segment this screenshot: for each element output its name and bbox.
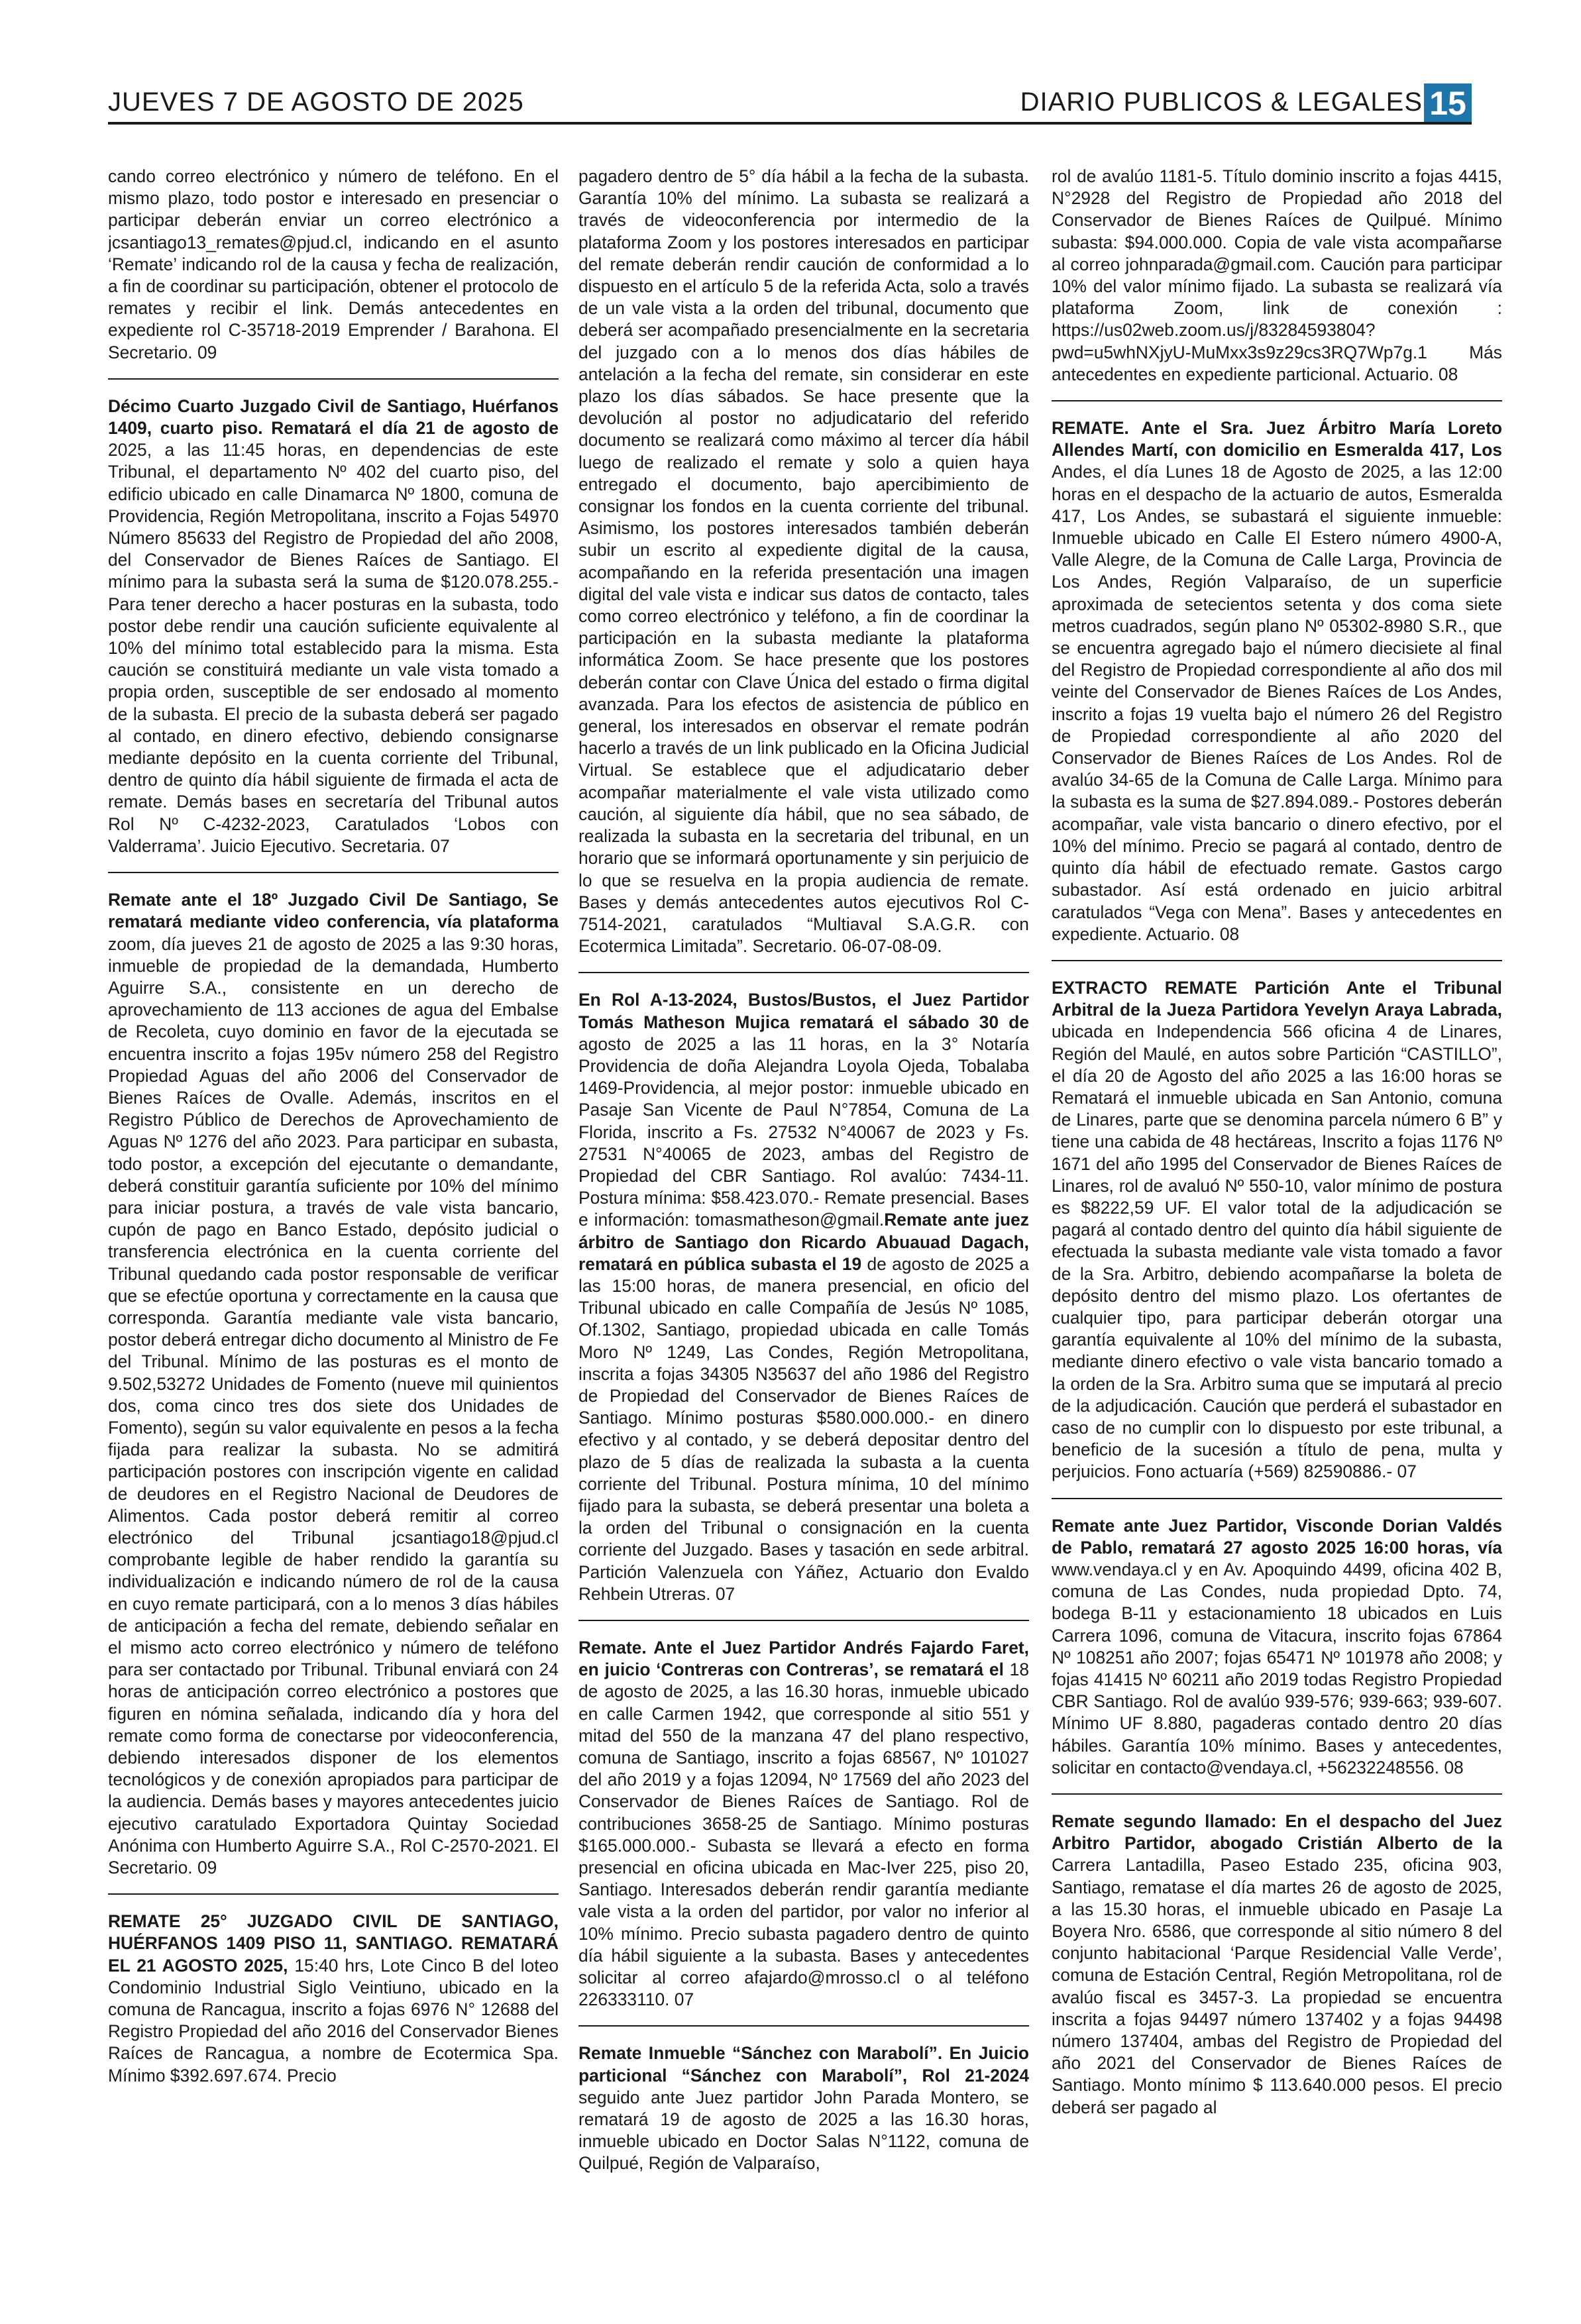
issue-date: JUEVES 7 DE AGOSTO DE 2025: [108, 87, 524, 117]
notice-body: 2025, a las 11:45 horas, en dependencias de este Tribunal, el departamento Nº 402 del cuarto piso, del edificio ubicado en calle Dinamarca Nº 1800, comuna de Providencia, Región Metropolitana, inscrito a Fojas 54970 Número 85633 del Registro de Propiedad del año 2008, del Conservador de Bienes Raíces de Santiago. El mínimo para la subasta será la suma de $120.078.255.- Para tener derecho a hacer posturas en la subasta, todo postor debe rendir una caución suficiente equivalente al 10% del mínimo total establecido para la misma. Esta caución se constituirá mediante un vale vista tomado a propia orden, susceptible de ser endosado al momento de la subasta. El precio de la subasta deberá ser pagado al contado, en dinero efectivo, debiendo consignarse mediante depósito en la cuenta corriente del Tribunal, dentro de quinto día hábil siguiente de firmada el acta de remate. Demás bases en secretaría del Tribunal autos Rol Nº C-4232-2023, Caratulados ‘Lobos con Valderrama’. Juicio Ejecutivo. Secretaria. 07: [108, 440, 559, 856]
notice-body: de agosto de 2025 a las 15:00 horas, de manera presencial, en oficio del Tribunal ubicado en calle Compañía de Jesús Nº 1085, Of.1302, Santiago, propiedad ubicada en calle Tomás Moro Nº 1249, Las Condes, Región Metropolitana, inscrita a fojas 34305 N35637 del año 1986 del Registro de Propiedad del Conservador de Bienes Raíces de Santiago. Mínimo posturas $580.000.000.- en dinero efectivo y al contado, y se deberá depositar dentro del plazo de 5 días de realizada la subasta a la cuenta corriente del Tribunal. Postura mínima, 10 del mínimo fijado para la subasta, se deberá presentar una boleta a la orden del Tribunal o consignación en la cuenta corriente del Juzgado. Bases y tasación en sede arbitral. Partición Valenzuela con Yáñez, Actuario don Evaldo Rehbein Utreras. 07: [578, 1253, 1029, 1604]
notice-body: ubicada en Independencia 566 oficina 4 de Linares, Región del Maulé, en autos sobre Partición “CASTILLO”, el día 20 de Agosto del año 2025 a las 16:00 horas se Rematará el inmueble ubicada en San Antonio, comuna de Linares, parte que se denomina parcela número 6 B” y tiene una cabida de 48 hectáreas, Inscrito a fojas 1176 Nº 1671 del año 1995 del Conservador de Bienes Raíces de Linares, rol de avaluó Nº 550-10, valor mínimo de postura es $8222,59 UF. El valor total de la adjudicación se pagará al contado dentro del quinto día hábil siguiente de efectuada la subasta mediante vale vista tomado a favor de la Sra. Arbitro, debiendo acompañarse la boleta de depósito dentro del mismo plazo. Los ofertantes de cualquier tipo, para participar deberán otorgar una garantía equivalente al 10% del mínimo de la subasta, mediante dinero efectivo o vale vista bancario tomado a la orden de la Sra. Arbitro suma que se imputará al precio de la adjudicación. Caución que perderá el subastador en caso de no cumplir con lo dispuesto por este tribunal, a beneficio de la sucesión a título de pena, multa y perjuicios. Fono actuaría (+569) 82590886.- 07: [1052, 1022, 1502, 1482]
notice-segundo-llamado: [1052, 1811, 1502, 2119]
notice-heading: REMATE 25° JUZGADO CIVIL DE SANTIAGO, HUÉRFANOS 1409 PISO 11, SANTIAGO. REMATARÁ EL 21 AGOSTO 2025,: [108, 1911, 559, 1976]
notice-heading: Remate ante el 18º Juzgado Civil De Santiago, Se rematará mediante video conferencia, vía plataforma: [108, 890, 559, 932]
notice-separator: [578, 1620, 1029, 1621]
notice-body: Carrera Lantadilla, Paseo Estado 235, oficina 903, Santiago, rematase el día martes 26 de agosto de 2025, a las 15.30 horas, el inmueble ubicado en Pasaje La Boyera Nro. 6586, que corresponde al sitio número 8 del conjunto habitacional ‘Parque Residencial Valle Verde’, comuna de Estación Central, Región Metropolitana, rol de avalúo fiscal es 3457-3. La propiedad se encuentra inscrita a fojas 94497 número 137402 y a fojas 94498 número 137404, ambas del Registro de Propiedad del año 2021 del Conservador de Bienes Raíces de Santiago. Monto mínimo $ 113.640.000 pesos. El precio deberá ser pagado al: [1052, 1855, 1502, 2117]
notice-heading: Remate ante juez árbitro de Santiago don Ricardo Abuauad Dagach, rematará en pública subasta el 19: [578, 1210, 1029, 1274]
notice-14-juzgado: [108, 396, 559, 857]
notice-heading: Remate Inmueble “Sánchez con Marabolí”. En Juicio particional “Sánchez con Marabolí”, Rol 21-2024: [578, 2043, 1029, 2086]
notice-heading: En Rol A-13-2024, Bustos/Bustos, el Juez Partidor Tomás Matheson Mujica rematará el sábado 30 de: [578, 990, 1029, 1032]
notice-separator: [578, 972, 1029, 973]
notice-continuation: pagadero dentro de 5° día hábil a la fecha de la subasta. Garantía 10% del mínimo. La subasta se realizará a través de videoconferencia por intermedio de la plataforma Zoom y los postores interesados en participar del remate deberán rendir caución de conformidad a lo dispuesto en el artículo 5 de la referida Acta, solo a través de un vale vista a la orden del tribunal, documento que deberá ser acompañado presencialmente en la secretaria del juzgado con a lo menos dos días hábiles de antelación a la fecha del remate, sin considerar en este plazo los días sábados. Se hace presente que la devolución al postor no adjudicatario del referido documento se realizará como máximo al tercer día hábil luego de realizado el remate y solo a quien haya entregado el documento, bajo apercibimiento de consignar los fondos en la cuenta corriente del tribunal. Asimismo, los postores interesados también deberán subir un escrito al expediente digital de la causa, acompañando en la referida presentación una imagen digital del vale vista e indicar sus datos de contacto, tales como correo electrónico y teléfono, a fin de coordinar la participación en la subasta mediante la plataforma informática Zoom. Se hace presente que los postores deberán contar con Clave Única del estado o firma digital avanzada. Para los efectos de asistencia de público en general, los interesados en observar el remate podrán hacerlo a través de un link publicado en la Oficina Judicial Virtual. Se establece que el adjudicatario deber acompañar materialmente el vale vista utilizado como caución, al siguiente día hábil, que no sea sábado, de realizada la subasta en la secretaria del tribunal, en un horario que se informará oportunamente y sin perjuicio de lo que se resuelva en la propia audiencia de remate. Bases y demás antecedentes autos ejecutivos Rol C-7514-2021, caratulados “Multiaval S.A.G.R. con Ecotermica Limitada”. Secretario. 06-07-08-09.: [578, 166, 1029, 957]
newspaper-name: DIARIO PUBLICOS & LEGALES: [1020, 87, 1423, 117]
notice-separator: [1052, 1793, 1502, 1795]
notice-heading: EXTRACTO REMATE Partición Ante el Tribunal Arbitral de la Jueza Partidora Yevelyn Araya Labrada,: [1052, 977, 1502, 1020]
notice-contreras: [578, 1637, 1029, 2011]
column-3: [1052, 166, 1502, 2299]
notice-valdes: [1052, 1515, 1502, 1779]
notice-allendes: [1052, 417, 1502, 945]
notice-body: 18 de agosto de 2025, a las 16.30 horas, inmueble ubicado en calle Carmen 1942, que corresponde al sitio 551 y mitad del 550 de la manzana 47 del plano respectivo, comuna de Santiago, inscrito a fojas 68567, Nº 101027 del año 2019 y a fojas 12094, Nº 17569 del año 2023 del Conservador de Bienes Raíces de Santiago. Rol de contribuciones 3658-25 de Santiago. Mínimo posturas $165.000.000.- Subasta se llevará a efecto en forma presencial en oficina ubicada en Mac-Iver 225, piso 20, Santiago. Interesados deberán rendir garantía mediante vale vista a la orden del partidor, por valor no inferior al 10% mínimo. Precio subasta pagadero dentro de quinto día hábil siguiente a la subasta. Bases y antecedentes solicitar al correo afajardo@mrosso.cl o al teléfono 226333110. 07: [578, 1660, 1029, 2010]
notice-25-juzgado: [108, 1911, 559, 2087]
notice-heading: REMATE. Ante el Sra. Juez Árbitro María Loreto Allendes Martí, con domicilio en Esmeralda 417, Los: [1052, 418, 1502, 460]
notice-separator: [1052, 1498, 1502, 1499]
column-1: [108, 166, 559, 2299]
notice-body: seguido ante Juez partidor John Parada Montero, se rematará 19 de agosto de 2025 a las 16.30 horas, inmueble ubicado en Doctor Salas N°1122, comuna de Quilpué, Región de Valparaíso,: [578, 2087, 1029, 2174]
notice-heading: Remate segundo llamado: En el despacho del Juez Arbitro Partidor, abogado Cristián Alberto de la: [1052, 1811, 1502, 1854]
notice-separator: [108, 378, 559, 380]
notice-18-juzgado: [108, 889, 559, 1879]
page-header: [108, 83, 1502, 136]
notice-heading: Remate ante Juez Partidor, Visconde Dorian Valdés de Pablo, rematará 27 agosto 2025 16:00 horas, vía: [1052, 1515, 1502, 1558]
notice-continuation: rol de avalúo 1181-5. Título dominio inscrito a fojas 4415, N°2928 del Registro de Propiedad año 2018 del Conservador de Bienes Raíces de Quilpué. Mínimo subasta: $94.000.000. Copia de vale vista acompañarse al correo johnparada@gmail.com. Caución para participar 10% del valor mínimo fijado. La subasta se realizará vía plataforma Zoom, link de conexión : https://us02web.zoom.us/j/83284593804?pwd=u5whNXjyU-MuMxx3s9z29cs3RQ7Wp7g.1 Más antecedentes en expediente particional. Actuario. 08: [1052, 166, 1502, 384]
notice-sanchez: [578, 2042, 1029, 2174]
notice-castillo: [1052, 977, 1502, 1483]
notice-separator: [1052, 960, 1502, 961]
notice-separator: [108, 1893, 559, 1895]
notice-heading: Décimo Cuarto Juzgado Civil de Santiago, Huérfanos 1409, cuarto piso. Rematará el día 21 de agosto de: [108, 396, 559, 439]
notice-body: Andes, el día Lunes 18 de Agosto de 2025, a las 12:00 horas en el despacho de la actuario de autos, Esmeralda 417, Los Andes, se subastará el siguiente inmueble: Inmueble ubicado en Calle El Estero número 4900-A, Valle Alegre, de la Comuna de Calle Larga, Provincia de Los Andes, Región Valparaíso, de un superficie aproximada de setecientos setenta y dos coma siete metros cuadrados, según plano Nº 05302-8980 S.R., que se encuentra agregado bajo el número diecisiete al final del Registro de Propiedad correspondiente al año dos mil veinte del Conservador de Bienes Raíces de Los Andes, inscrito a fojas 19 vuelta bajo el número 26 del Registro de Propiedad correspondiente al año 2020 del Conservador de Bienes Raíces de Los Andes. Rol de avalúo 34-65 de la Comuna de Calle Larga. Mínimo para la subasta es la suma de $27.894.089.- Postores deberán acompañar, vale vista bancario o dinero efectivo, por el 10% del mínimo. Precio se pagará al contado, dentro de quinto día hábil de efectuado remate. Gastos cargo subastador. Así está ordenado en juicio arbitral caratulados “Vega con Mena”. Bases y antecedentes en expediente. Actuario. 08: [1052, 462, 1502, 944]
notice-separator: [578, 2025, 1029, 2027]
notice-body: www.vendaya.cl y en Av. Apoquindo 4499, oficina 402 B, comuna de Las Condes, nuda propiedad Dpto. 74, bodega B-11 y estacionamiento 18 ubicados en Luis Carrera 1096, comuna de Vitacura, inscrito fojas 67864 Nº 108251 año 2007; fojas 65471 Nº 101978 año 2008; y fojas 41415 Nº 60211 año 2019 todas Registro Propiedad CBR Santiago. Rol de avalúo 939-576; 939-663; 939-607. Mínimo UF 8.880, pagaderas contado dentro 20 días hábiles. Garantía 10% mínimo. Bases y antecedentes, solicitar en contacto@vendaya.cl, +56232248556. 08: [1052, 1559, 1502, 1777]
notice-continuation: cando correo electrónico y número de teléfono. En el mismo plazo, todo postor e interesado en presenciar o participar deberán enviar un correo electrónico a jcsantiago13_remates@pjud.cl, indicando en el asunto ‘Remate’ indicando rol de la causa y fecha de realización, a fin de coordinar su participación, obtener el protocolo de remates y recibir el link. Demás antecedentes en expediente rol C-35718-2019 Emprender / Barahona. El Secretario. 09: [108, 166, 559, 362]
header-rule: [108, 122, 1472, 125]
notice-separator: [1052, 400, 1502, 401]
column-2: [578, 166, 1029, 2299]
notice-heading: Remate. Ante el Juez Partidor Andrés Fajardo Faret, en juicio ‘Contreras con Contreras’, se rematará el: [578, 1638, 1029, 1680]
notice-body: 15:40 hrs, Lote Cinco B del loteo Condominio Industrial Siglo Veintiuno, ubicado en la comuna de Rancagua, inscrito a fojas 6976 N° 12688 del Registro Propiedad del año 2016 del Conservador Bienes Raíces de Rancagua, a nombre de Ecotermica Spa. Mínimo $392.697.674. Precio: [108, 1955, 559, 2086]
notice-separator: [108, 872, 559, 873]
page-number-badge: 15: [1424, 83, 1472, 123]
notice-bustos: [578, 989, 1029, 1605]
notice-body: agosto de 2025 a las 11 horas, en la 3° Notaría Providencia de doña Alejandra Loyola Ojeda, Tobalaba 1469-Providencia, al mejor postor: inmueble ubicado en Pasaje San Vicente de Paul N°7854, Comuna de La Florida, inscrito a Fs. 27532 N°40067 de 2023 y Fs. 27531 N°40065 de 2023, ambas del Registro de Propiedad del CBR Santiago. Rol avalúo: 7434-11. Postura mínima: $58.423.070.- Remate presencial. Bases e información: tomasmatheson@gmail.: [578, 1033, 1029, 1230]
notice-body: zoom, día jueves 21 de agosto de 2025 a las 9:30 horas, inmueble de propiedad de la demandada, Humberto Aguirre S.A., consistente en un derecho de aprovechamiento de 113 acciones de agua del Embalse de Recoleta, cuyo dominio en favor de la ejecutada se encuentra inscrito a fojas 195v número 258 del Registro Propiedad Aguas del año 2006 del Conservador de Bienes Raíces de Ovalle. Además, inscritos en el Registro Público de Derechos de Aprovechamiento de Aguas Nº 1276 del año 2023. Para participar en subasta, todo postor, a excepción del ejecutante o demandante, deberá constituir garantía suficiente por 10% del mínimo para iniciar postura, a través de vale vista bancario, cupón de pago en Banco Estado, depósito judicial o transferencia electrónica en la cuenta corriente del Tribunal quedando cada postor responsable de verificar que se efectúe oportuna y correctamente en la causa que corresponda. Garantía mediante vale vista bancario, postor deberá entregar dicho documento al Ministro de Fe del Tribunal. Mínimo de las posturas es el monto de 9.502,53272 Unidades de Fomento (nueve mil quinientos dos, coma cinco tres dos siete dos Unidades de Fomento), según su valor equivalente en pesos a la fecha fijada para realizar la subasta. No se admitirá participación postores con inscripción vigente en calidad de deudores en el Registro Nacional de Deudores de Alimentos. Cada postor deberá remitir al correo electrónico del Tribunal jcsantiago18@pjud.cl comprobante legible de haber rendido la garantía su individualización e indicando número de rol de la causa en cuyo remate participará, con a lo menos 3 días hábiles de anticipación a fecha del remate, debiendo señalar en el mismo acto correo electrónico y número de teléfono para ser contactado por Tribunal. Tribunal enviará con 24 horas de anticipación correo electrónico a postores que figuren en nómina señalada, indicando día y hora del remate como forma de conectarse por videoconferencia, debiendo interesados disponer de los elementos tecnológicos y de conexión apropiados para participar de la audiencia. Demás bases y mayores antecedentes juicio ejecutivo caratulado Exportadora Quintay Sociedad Anónima con Humberto Aguirre S.A., Rol C-2570-2021. El Secretario. 09: [108, 933, 559, 1878]
